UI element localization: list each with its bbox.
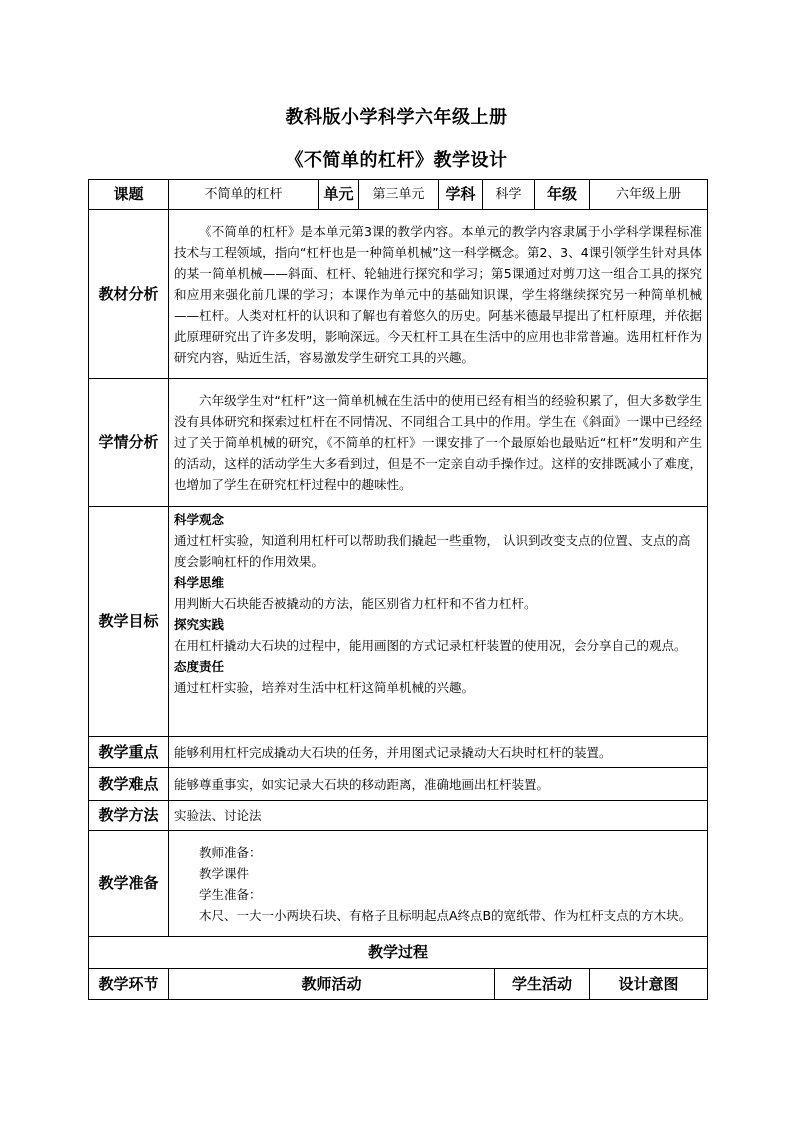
key-point-label: 教学重点: [89, 737, 169, 768]
key-point-row: [89, 737, 708, 768]
goals-content: [169, 507, 708, 737]
course-row: [89, 180, 708, 210]
subject-value: 科学: [483, 180, 535, 210]
difficulty-text: 能够尊重事实，如实记录大石块的移动距离，准确地画出杠杆装置。: [169, 768, 708, 801]
goal-text-attitude: 通过杠杆实验，培养对生活中杠杆这简单机械的兴趣。: [174, 680, 475, 695]
subject-label: 学科: [439, 180, 483, 210]
key-point-text: 能够利用杠杆完成撬动大石块的任务，并用图式记录撬动大石块时杠杆的装置。: [169, 737, 708, 768]
prep-label: 教学准备: [89, 831, 169, 937]
goal-text-practice: 在用杠杆撬动大石块的过程中，能用画图的方式记录杠杆装置的使用况，会分享自己的观点。: [174, 638, 687, 653]
process-col-intent: 设计意图: [590, 969, 708, 1000]
prep-row: [89, 831, 708, 937]
goal-heading-attitude: 态度责任: [174, 659, 225, 674]
difficulty-label: 教学难点: [89, 768, 169, 801]
lesson-plan-table: [88, 179, 708, 1000]
students-label: 学情分析: [89, 379, 169, 507]
prep-teacher-heading: 教师准备：: [199, 844, 262, 860]
goal-text-concept: 通过杠杆实验，知道利用杠杆可以帮助我们撬起一些重物， 认识到改变支点的位置、支点的高度会影响杠杆的作用效果。: [174, 533, 691, 569]
goal-heading-practice: 探究实践: [174, 617, 225, 632]
prep-student-item: 木尺、一大一小两块石块、有格子且标明起点A终点B的宽纸带、作为杠杆支点的方木块。: [199, 907, 692, 923]
unit-label: 单元: [319, 180, 359, 210]
prep-student-heading: 学生准备：: [199, 886, 262, 902]
goal-heading-thinking: 科学思维: [174, 575, 225, 590]
students-text: [169, 379, 708, 507]
process-col-stage: 教学环节: [89, 969, 169, 1000]
goal-heading-concept: 科学观念: [174, 512, 225, 527]
students-row: [89, 379, 708, 507]
method-label: 教学方法: [89, 801, 169, 831]
prep-content: [169, 831, 708, 937]
difficulty-row: [89, 768, 708, 801]
process-col-teacher: 教师活动: [169, 969, 495, 1000]
method-row: [89, 801, 708, 831]
process-header-row: [89, 969, 708, 1000]
material-text: [169, 210, 708, 379]
goals-label: 教学目标: [89, 507, 169, 737]
process-title-row: [89, 937, 708, 969]
grade-value: 六年级上册: [590, 180, 708, 210]
course-label: 课题: [89, 180, 169, 210]
goals-row: [89, 507, 708, 737]
unit-value: 第三单元: [359, 180, 439, 210]
grade-label: 年级: [535, 180, 590, 210]
goal-text-thinking: 用判断大石块能否被撬动的方法，能区别省力杠杆和不省力杠杆。: [174, 596, 537, 611]
prep-teacher-item: 教学课件: [199, 865, 250, 881]
material-paragraph: 《不简单的杠杆》是本单元第3课的教学内容。本单元的教学内容隶属于小学科学课程标准技术与工程领域，指向“杠杆也是一种简单机械”这一科学概念。第2、3、4课引领学生针对具体的某一简单机械——斜面、杠杆、轮轴进行探究和学习；第5课通过对剪刀这一组合工具的探究和应用来强化前几课的学习；本课作为单元中的基础知识课，学生将继续探究另一种简单机械——杠杆。人类对杠杆的认识和了解也有着悠久的历史。阿基米德最早提出了杠杆原理，并依据此原理研究出了许多发明，影响深远。今天杠杆工具在生活中的应用也非常普遍。选用杠杆作为研究内容，贴近生活，容易激发学生研究工具的兴趣。: [174, 223, 703, 365]
material-row: [89, 210, 708, 379]
method-text: 实验法、讨论法: [169, 801, 708, 831]
material-label: 教材分析: [89, 210, 169, 379]
process-title: 教学过程: [89, 937, 708, 969]
process-col-student: 学生活动: [495, 969, 590, 1000]
document-title: 教科版小学科学六年级上册: [285, 107, 508, 128]
document-subtitle: 《不简单的杠杆》教学设计: [285, 150, 508, 171]
students-paragraph: 六年级学生对“杠杆”这一简单机械在生活中的使用已经有相当的经验积累了，但大多数学生没有具体研究和探索过杠杆在不同情况、不同组合工具中的作用。学生在《斜面》一课中已经经过了关于简单机械的研究，《不简单的杠杆》一课安排了一个最原始也最贴近“杠杆”发明和产生的活动，这样的活动学生大多看到过，但是不一定亲自动手操作过。这样的安排既减小了难度，也增加了学生在研究杠杆过程中的趣味性。: [174, 393, 703, 492]
course-value: 不简单的杠杆: [169, 180, 319, 210]
